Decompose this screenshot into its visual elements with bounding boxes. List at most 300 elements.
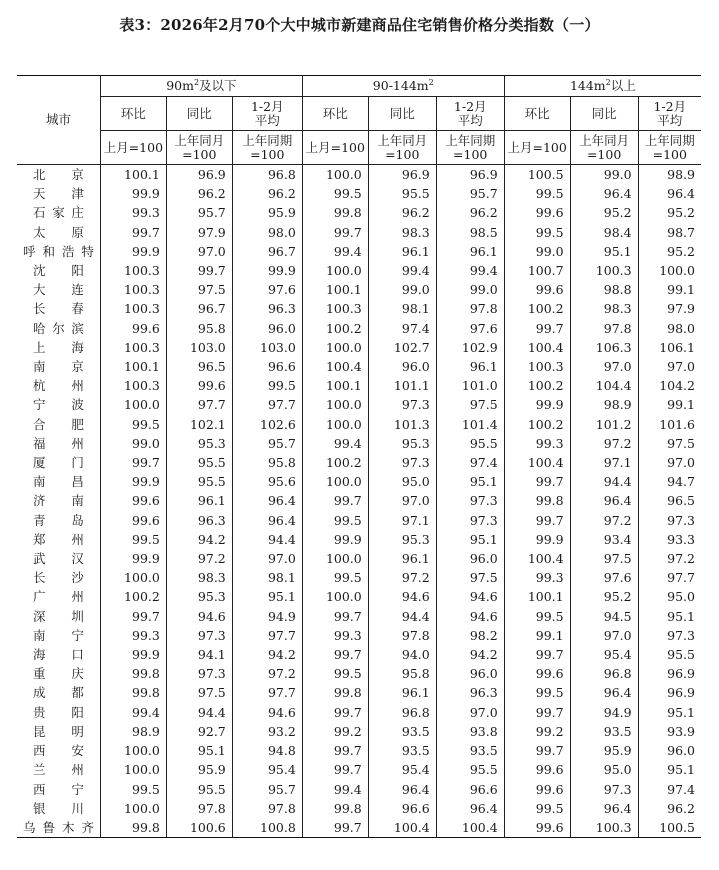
base-header: 上年同月 =100	[166, 131, 232, 165]
index-value: 99.0	[570, 165, 638, 185]
index-value: 96.1	[368, 549, 436, 568]
index-value: 100.0	[100, 760, 166, 779]
index-value: 97.0	[638, 357, 701, 376]
index-value: 99.5	[100, 415, 166, 434]
index-value: 99.7	[302, 645, 368, 664]
index-value: 100.0	[302, 587, 368, 606]
index-value: 99.4	[302, 434, 368, 453]
index-value: 99.6	[504, 780, 570, 799]
index-value: 97.5	[570, 549, 638, 568]
index-value: 100.5	[504, 165, 570, 185]
metric-header: 同比	[166, 97, 232, 131]
index-value: 96.2	[436, 203, 504, 222]
city-name: 哈尔滨	[33, 320, 84, 336]
index-value: 100.2	[302, 319, 368, 338]
index-value: 93.3	[638, 530, 701, 549]
index-value: 97.7	[638, 568, 701, 587]
index-value: 95.2	[570, 587, 638, 606]
index-value: 95.5	[166, 472, 232, 491]
index-value: 95.4	[232, 760, 302, 779]
index-value: 93.9	[638, 722, 701, 741]
table-row	[17, 703, 701, 722]
index-value: 96.0	[638, 741, 701, 760]
index-value: 96.4	[368, 780, 436, 799]
index-value: 95.8	[166, 319, 232, 338]
index-value: 103.0	[166, 338, 232, 357]
city-name: 南京	[33, 359, 84, 375]
table-row	[17, 338, 701, 357]
table-row	[17, 607, 701, 626]
city-name: 沈阳	[33, 263, 84, 279]
metric-header: 1-2月 平均	[436, 97, 504, 131]
index-value: 98.3	[570, 299, 638, 318]
index-value: 99.7	[302, 818, 368, 837]
index-value: 95.4	[368, 760, 436, 779]
index-value: 97.3	[166, 626, 232, 645]
index-value: 100.6	[166, 818, 232, 837]
index-value: 94.2	[436, 645, 504, 664]
table-row	[17, 261, 701, 280]
index-value: 99.6	[100, 319, 166, 338]
index-value: 97.5	[166, 280, 232, 299]
index-value: 100.1	[100, 357, 166, 376]
table-row	[17, 376, 701, 395]
index-value: 97.5	[638, 434, 701, 453]
index-value: 97.2	[368, 568, 436, 587]
index-value: 99.8	[100, 683, 166, 702]
index-value: 102.1	[166, 415, 232, 434]
index-value: 96.4	[570, 184, 638, 203]
index-value: 99.1	[638, 280, 701, 299]
table-row	[17, 319, 701, 338]
index-value: 97.2	[638, 549, 701, 568]
index-value: 99.9	[100, 472, 166, 491]
index-value: 95.1	[638, 607, 701, 626]
index-value: 95.5	[166, 453, 232, 472]
index-value: 99.5	[504, 223, 570, 242]
index-value: 95.7	[436, 184, 504, 203]
index-value: 97.4	[436, 453, 504, 472]
index-value: 95.1	[570, 242, 638, 261]
index-value: 99.1	[638, 395, 701, 414]
table-row	[17, 415, 701, 434]
index-value: 96.6	[436, 780, 504, 799]
metric-header: 环比	[100, 97, 166, 131]
index-value: 95.4	[570, 645, 638, 664]
index-value: 99.8	[100, 664, 166, 683]
index-value: 97.2	[232, 664, 302, 683]
index-value: 98.8	[570, 280, 638, 299]
index-value: 95.2	[570, 203, 638, 222]
index-value: 99.7	[100, 607, 166, 626]
table-row	[17, 722, 701, 741]
index-value: 100.4	[504, 453, 570, 472]
index-value: 96.7	[166, 299, 232, 318]
city-name: 重庆	[33, 666, 84, 682]
index-value: 95.6	[232, 472, 302, 491]
index-value: 94.0	[368, 645, 436, 664]
index-value: 100.0	[100, 799, 166, 818]
base-header: 上年同期 =100	[232, 131, 302, 165]
index-value: 104.2	[638, 376, 701, 395]
table-row	[17, 280, 701, 299]
city-name: 郑州	[33, 531, 84, 547]
index-value: 106.1	[638, 338, 701, 357]
metric-header: 同比	[570, 97, 638, 131]
index-value: 96.3	[166, 511, 232, 530]
index-value: 99.1	[504, 626, 570, 645]
index-value: 99.6	[100, 491, 166, 510]
index-value: 95.5	[638, 645, 701, 664]
index-value: 99.0	[368, 280, 436, 299]
index-value: 99.9	[504, 395, 570, 414]
city-name: 杭州	[33, 378, 84, 394]
index-value: 98.9	[638, 165, 701, 185]
index-value: 95.7	[166, 203, 232, 222]
index-value: 96.1	[436, 242, 504, 261]
index-value: 99.6	[504, 760, 570, 779]
index-value: 99.6	[504, 203, 570, 222]
index-value: 97.7	[232, 626, 302, 645]
index-value: 92.7	[166, 722, 232, 741]
index-value: 99.7	[302, 760, 368, 779]
index-value: 97.0	[232, 549, 302, 568]
index-value: 94.2	[232, 645, 302, 664]
index-value: 94.4	[570, 472, 638, 491]
index-value: 99.2	[302, 722, 368, 741]
city-name: 石家庄	[33, 205, 84, 221]
index-value: 97.6	[436, 319, 504, 338]
city-name: 南宁	[33, 627, 84, 643]
metric-header: 1-2月 平均	[638, 97, 701, 131]
index-value: 99.5	[504, 607, 570, 626]
table-row	[17, 683, 701, 702]
index-value: 99.7	[302, 741, 368, 760]
index-value: 100.3	[570, 261, 638, 280]
index-value: 99.2	[504, 722, 570, 741]
index-value: 99.5	[302, 184, 368, 203]
city-name: 宁波	[33, 397, 84, 413]
table-row	[17, 395, 701, 414]
index-value: 96.6	[232, 357, 302, 376]
index-value: 99.7	[504, 511, 570, 530]
index-value: 99.0	[436, 280, 504, 299]
metric-header: 同比	[368, 97, 436, 131]
index-value: 94.2	[166, 530, 232, 549]
index-value: 96.0	[436, 664, 504, 683]
index-value: 99.5	[100, 780, 166, 799]
index-value: 100.0	[638, 261, 701, 280]
index-value: 96.6	[368, 799, 436, 818]
index-value: 100.4	[368, 818, 436, 837]
index-value: 96.4	[570, 683, 638, 702]
index-value: 95.5	[436, 434, 504, 453]
index-value: 96.4	[232, 491, 302, 510]
table-row	[17, 741, 701, 760]
index-value: 97.2	[166, 549, 232, 568]
table-row	[17, 549, 701, 568]
index-value: 99.7	[504, 741, 570, 760]
table-row	[17, 165, 701, 185]
index-value: 94.4	[166, 703, 232, 722]
index-value: 100.3	[504, 357, 570, 376]
table-row	[17, 587, 701, 606]
index-value: 97.0	[368, 491, 436, 510]
price-index-table	[17, 76, 701, 837]
index-value: 101.0	[436, 376, 504, 395]
index-value: 95.3	[368, 434, 436, 453]
index-value: 102.6	[232, 415, 302, 434]
index-value: 95.1	[436, 472, 504, 491]
index-value: 94.6	[166, 607, 232, 626]
index-value: 97.8	[570, 319, 638, 338]
index-value: 97.5	[436, 395, 504, 414]
index-value: 97.2	[570, 511, 638, 530]
index-value: 99.9	[100, 242, 166, 261]
index-value: 99.6	[166, 376, 232, 395]
index-value: 96.4	[436, 799, 504, 818]
index-value: 100.0	[302, 472, 368, 491]
index-value: 100.5	[638, 818, 701, 837]
index-value: 95.8	[232, 453, 302, 472]
index-value: 99.9	[504, 530, 570, 549]
city-name: 昆明	[33, 723, 84, 739]
index-value: 101.4	[436, 415, 504, 434]
index-value: 102.9	[436, 338, 504, 357]
group-header-under-90: $90m^2$及以下	[100, 76, 302, 97]
index-value: 99.4	[368, 261, 436, 280]
table-row	[17, 453, 701, 472]
index-value: 97.2	[570, 434, 638, 453]
index-value: 97.9	[166, 223, 232, 242]
index-value: 98.9	[100, 722, 166, 741]
index-value: 97.6	[232, 280, 302, 299]
index-value: 96.4	[638, 184, 701, 203]
index-value: 99.8	[302, 203, 368, 222]
index-value: 97.8	[166, 799, 232, 818]
index-value: 100.0	[100, 395, 166, 414]
index-value: 93.5	[368, 722, 436, 741]
index-value: 100.3	[100, 280, 166, 299]
index-value: 99.7	[504, 472, 570, 491]
index-value: 100.3	[302, 299, 368, 318]
index-value: 100.1	[302, 376, 368, 395]
index-value: 95.1	[436, 530, 504, 549]
index-value: 102.7	[368, 338, 436, 357]
index-value: 93.5	[368, 741, 436, 760]
index-value: 98.1	[232, 568, 302, 587]
index-value: 96.5	[638, 491, 701, 510]
index-value: 96.1	[368, 683, 436, 702]
index-value: 97.5	[166, 683, 232, 702]
index-value: 99.7	[100, 223, 166, 242]
city-name: 厦门	[33, 455, 84, 471]
table-row	[17, 760, 701, 779]
table-row	[17, 799, 701, 818]
base-header: 上年同期 =100	[638, 131, 701, 165]
table-row	[17, 780, 701, 799]
city-name: 银川	[33, 800, 84, 816]
index-value: 94.9	[232, 607, 302, 626]
index-value: 96.8	[232, 165, 302, 185]
index-value: 98.5	[436, 223, 504, 242]
index-value: 95.8	[368, 664, 436, 683]
index-value: 96.1	[368, 242, 436, 261]
index-value: 94.4	[368, 607, 436, 626]
index-value: 99.8	[504, 491, 570, 510]
index-value: 95.2	[638, 242, 701, 261]
index-value: 100.3	[570, 818, 638, 837]
index-value: 106.3	[570, 338, 638, 357]
table-row	[17, 818, 701, 837]
city-name: 青岛	[33, 512, 84, 528]
index-value: 100.7	[504, 261, 570, 280]
index-value: 93.5	[570, 722, 638, 741]
table-row	[17, 223, 701, 242]
index-value: 99.7	[100, 453, 166, 472]
index-value: 99.7	[302, 607, 368, 626]
page-title: 表3：2026年2月70个大中城市新建商品住宅销售价格分类指数（一）	[119, 16, 600, 34]
index-value: 98.2	[436, 626, 504, 645]
table-row	[17, 511, 701, 530]
index-value: 96.1	[166, 491, 232, 510]
city-name: 兰州	[33, 762, 84, 778]
index-value: 99.4	[302, 780, 368, 799]
index-value: 101.6	[638, 415, 701, 434]
index-value: 97.0	[638, 453, 701, 472]
index-value: 97.7	[232, 683, 302, 702]
index-value: 99.9	[232, 261, 302, 280]
index-value: 97.3	[436, 491, 504, 510]
index-value: 95.0	[570, 760, 638, 779]
index-value: 98.9	[570, 395, 638, 414]
index-value: 100.3	[100, 299, 166, 318]
index-value: 100.0	[302, 338, 368, 357]
index-value: 96.4	[570, 799, 638, 818]
index-value: 104.4	[570, 376, 638, 395]
index-value: 95.3	[166, 587, 232, 606]
city-name: 长沙	[33, 570, 84, 586]
city-name: 武汉	[33, 551, 84, 567]
index-value: 94.6	[436, 587, 504, 606]
index-value: 97.1	[368, 511, 436, 530]
index-value: 95.7	[232, 780, 302, 799]
index-value: 100.2	[504, 415, 570, 434]
index-value: 99.3	[302, 626, 368, 645]
index-value: 96.5	[166, 357, 232, 376]
index-value: 98.3	[166, 568, 232, 587]
index-value: 99.8	[302, 683, 368, 702]
index-value: 98.4	[570, 223, 638, 242]
index-value: 100.0	[302, 261, 368, 280]
city-name: 深圳	[33, 608, 84, 624]
index-value: 100.2	[100, 587, 166, 606]
index-value: 96.7	[232, 242, 302, 261]
index-value: 99.6	[504, 664, 570, 683]
index-value: 99.5	[504, 683, 570, 702]
index-value: 100.0	[302, 165, 368, 185]
index-value: 95.0	[638, 587, 701, 606]
metric-header: 环比	[504, 97, 570, 131]
index-value: 96.4	[232, 511, 302, 530]
group-header-90-144: $90-144m^2$	[302, 76, 504, 97]
index-value: 99.5	[504, 799, 570, 818]
index-value: 100.0	[100, 741, 166, 760]
index-value: 100.3	[100, 261, 166, 280]
city-name: 呼和浩特	[23, 243, 94, 259]
index-value: 100.0	[302, 549, 368, 568]
index-value: 99.5	[302, 511, 368, 530]
index-value: 97.3	[166, 664, 232, 683]
index-value: 101.1	[368, 376, 436, 395]
base-header: 上月=100	[302, 131, 368, 165]
base-header: 上年同月 =100	[570, 131, 638, 165]
index-value: 95.9	[570, 741, 638, 760]
index-value: 100.3	[100, 338, 166, 357]
city-name: 广州	[33, 589, 84, 605]
index-value: 99.7	[302, 223, 368, 242]
index-value: 99.3	[100, 203, 166, 222]
index-value: 99.3	[504, 568, 570, 587]
index-value: 96.1	[436, 357, 504, 376]
index-value: 99.8	[100, 818, 166, 837]
index-value: 96.2	[232, 184, 302, 203]
table-bottom-rule	[17, 837, 701, 838]
index-value: 99.9	[100, 184, 166, 203]
index-value: 97.5	[436, 568, 504, 587]
index-value: 100.1	[100, 165, 166, 185]
index-value: 99.3	[504, 434, 570, 453]
index-value: 97.8	[368, 626, 436, 645]
index-value: 94.4	[232, 530, 302, 549]
table-row	[17, 203, 701, 222]
base-header: 上月=100	[504, 131, 570, 165]
index-value: 99.7	[504, 319, 570, 338]
index-value: 96.3	[436, 683, 504, 702]
index-value: 96.0	[436, 549, 504, 568]
index-value: 95.1	[638, 760, 701, 779]
index-value: 99.4	[100, 703, 166, 722]
index-value: 98.7	[638, 223, 701, 242]
index-value: 95.0	[368, 472, 436, 491]
city-name: 大连	[33, 282, 84, 298]
metric-header: 1-2月 平均	[232, 97, 302, 131]
index-value: 99.9	[302, 530, 368, 549]
city-name: 海口	[33, 647, 84, 663]
index-value: 97.0	[570, 357, 638, 376]
index-value: 97.3	[368, 453, 436, 472]
city-name: 西宁	[33, 781, 84, 797]
index-value: 99.4	[302, 242, 368, 261]
table-row	[17, 299, 701, 318]
table-row	[17, 568, 701, 587]
index-value: 97.4	[368, 319, 436, 338]
index-value: 95.7	[232, 434, 302, 453]
index-value: 99.7	[302, 491, 368, 510]
index-value: 99.7	[302, 703, 368, 722]
index-value: 97.3	[638, 626, 701, 645]
index-value: 100.2	[302, 453, 368, 472]
base-header: 上月=100	[100, 131, 166, 165]
index-value: 94.1	[166, 645, 232, 664]
index-value: 97.8	[436, 299, 504, 318]
index-value: 101.3	[368, 415, 436, 434]
index-value: 94.5	[570, 607, 638, 626]
index-value: 95.5	[436, 760, 504, 779]
index-value: 98.3	[368, 223, 436, 242]
city-name: 成都	[33, 685, 84, 701]
city-name: 合肥	[33, 416, 84, 432]
